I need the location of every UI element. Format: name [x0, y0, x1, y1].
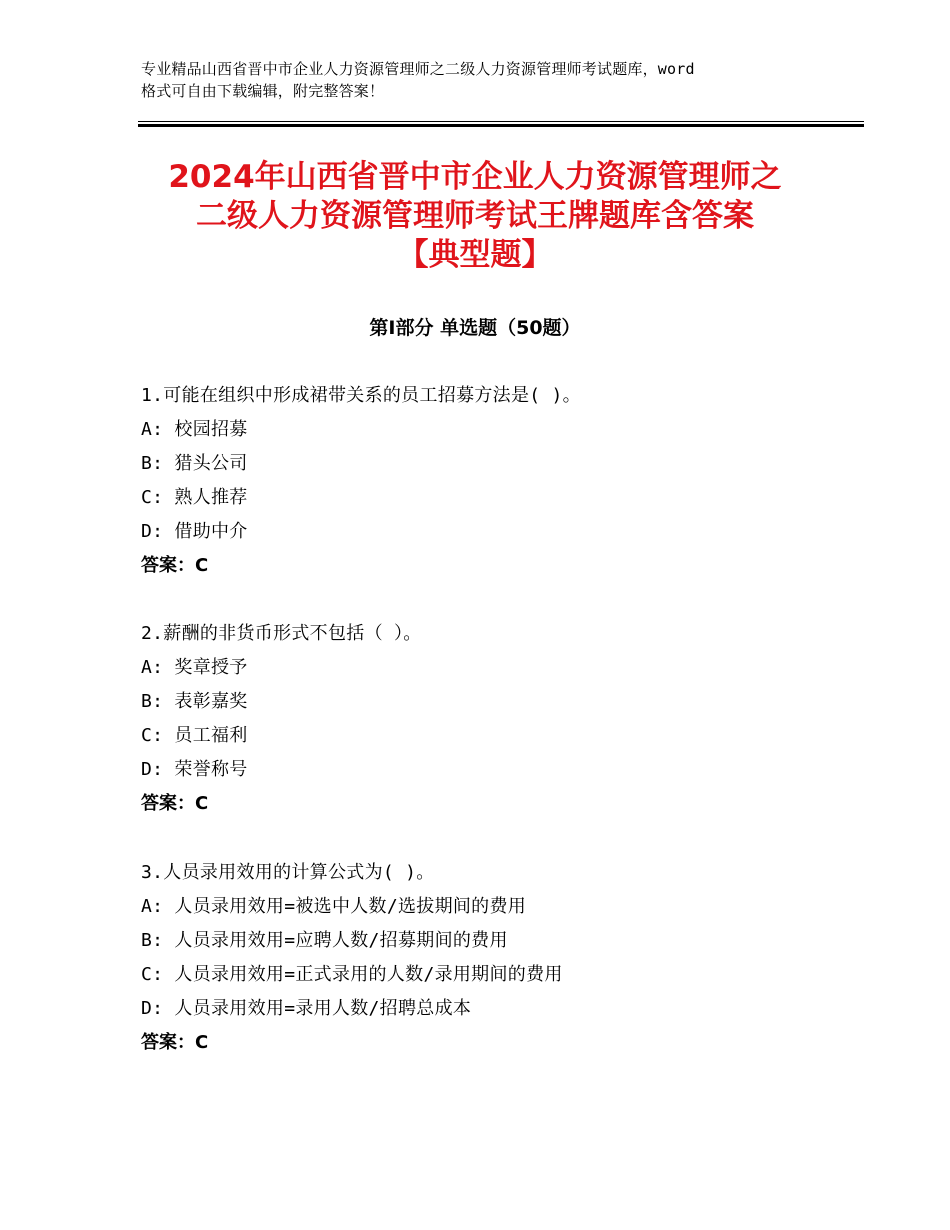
option-c: C: 员工福利 — [141, 725, 248, 746]
question-3 — [141, 856, 861, 1060]
answer-key: 答案：C — [141, 555, 209, 576]
header-note-line-1: 专业精品山西省晋中市企业人力资源管理师之二级人力资源管理师考试题库，word — [141, 60, 695, 78]
document-title-line-3: 【典型题】 — [397, 237, 553, 273]
option-b: B: 猎头公司 — [141, 453, 248, 474]
question-stem: 2.薪酬的非货币形式不包括（ ）。 — [141, 623, 422, 644]
question-2 — [141, 617, 861, 821]
header-note — [141, 58, 821, 102]
option-a: A: 人员录用效用=被选中人数/选拔期间的费用 — [141, 896, 527, 917]
question-stem: 3.人员录用效用的计算公式为( )。 — [141, 862, 435, 883]
header-note-line-2: 格式可自由下载编辑，附完整答案！ — [141, 82, 385, 100]
option-c: C: 人员录用效用=正式录用的人数/录用期间的费用 — [141, 964, 563, 985]
header-divider-thick — [138, 124, 864, 127]
document-title — [95, 158, 855, 275]
option-a: A: 校园招募 — [141, 419, 248, 440]
question-stem: 1.可能在组织中形成裙带关系的员工招募方法是( )。 — [141, 385, 581, 406]
answer-key: 答案：C — [141, 793, 209, 814]
header-divider-thin — [138, 121, 864, 122]
option-d: D: 借助中介 — [141, 521, 248, 542]
answer-key: 答案：C — [141, 1032, 209, 1053]
option-b: B: 人员录用效用=应聘人数/招募期间的费用 — [141, 930, 508, 951]
section-heading: 第Ⅰ部分 单选题（50题） — [369, 317, 581, 339]
option-a: A: 奖章授予 — [141, 657, 248, 678]
option-c: C: 熟人推荐 — [141, 487, 248, 508]
question-1 — [141, 379, 861, 583]
document-title-line-1: 2024年山西省晋中市企业人力资源管理师之 — [168, 159, 782, 195]
option-d: D: 荣誉称号 — [141, 759, 248, 780]
option-b: B: 表彰嘉奖 — [141, 691, 248, 712]
option-d: D: 人员录用效用=录用人数/招聘总成本 — [141, 998, 472, 1019]
document-title-line-2: 二级人力资源管理师考试王牌题库含答案 — [196, 198, 754, 234]
